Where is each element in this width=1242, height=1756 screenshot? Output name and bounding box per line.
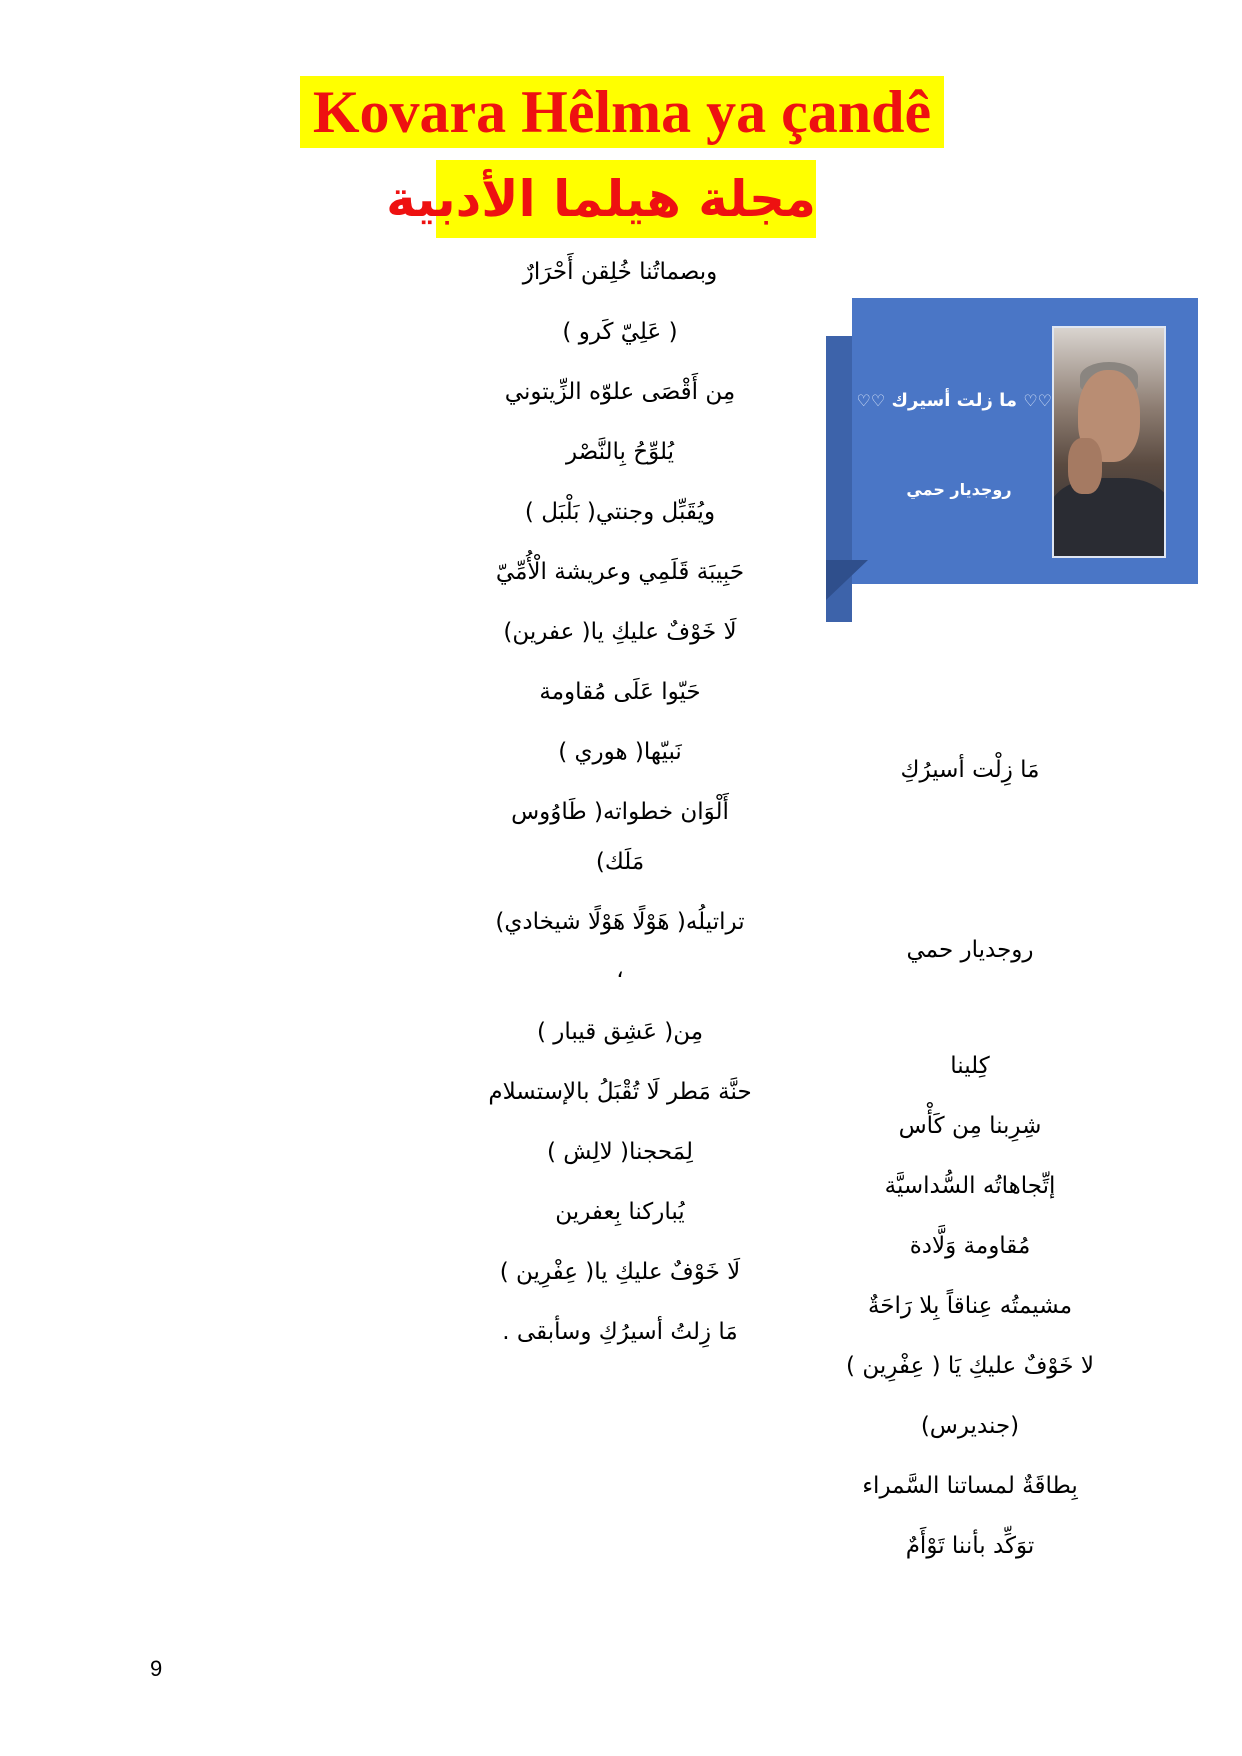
poem-line: مِن أَقْصَى علوّه الزِّيتوني (504, 379, 736, 405)
poem-line: (جنديرس) (920, 1413, 1020, 1439)
poem-line: نَبيّها( هوري ) (558, 739, 682, 765)
heart-icon: ♡♡ (1023, 391, 1052, 410)
magazine-title-latin: Kovara Hêlma ya çandê (300, 76, 944, 148)
poem-line: توَكِّد بأننا تَوْأَمٌ (905, 1533, 1035, 1559)
poem-line: مَا زِلتُ أسيرُكِ وسأبقى . (502, 1319, 738, 1345)
poem-line: كِلينا (950, 1053, 990, 1079)
poem-line: حَيّوا عَلَى مُقاومة (539, 679, 701, 705)
page-number: 9 (150, 1656, 163, 1681)
cover-author: روجديار حمي (906, 480, 1012, 499)
poem-line: مُقاومة وَلَّادة (909, 1233, 1031, 1259)
poem-line: مَلَك) (595, 849, 645, 875)
poem-line: ( عَلِيّ كَرو ) (562, 319, 678, 345)
poem-line: ، (616, 957, 624, 983)
poem-line: إتِّجاهاتُه السُّداسيَّة (884, 1173, 1056, 1199)
poem-author: روجديار حمي (906, 937, 1034, 963)
poem-line: حنَّة مَطر لَا تُقْبَلُ بالإستسلام (488, 1079, 752, 1105)
poem-line: ويُقَبِّل وجنتي( بَلْبَل ) (524, 499, 716, 525)
poem-line: تراتيلُه( هَوْلًا هَوْلًا شيخادي) (495, 909, 745, 935)
poem-line: لِمَحجنا( لالِش ) (547, 1139, 693, 1165)
poem-right-column (830, 0, 1110, 1756)
poem-left-column (460, 0, 780, 1756)
poem-line: حَبِيبَة قَلَمِي وعريشة الْأُمِّيّ (495, 559, 745, 585)
magazine-title-arabic: مجلة هيلما الأدبية (436, 160, 816, 238)
heart-icon: ♡♡ (856, 391, 886, 410)
cover-title-text: ما زلت أسيرك (891, 390, 1018, 411)
poem-line: شِرِبنا مِن كَأْس (898, 1113, 1042, 1139)
poem-line: يُباركنا بِعفرين (555, 1199, 685, 1225)
poem-line: لَا خَوْفٌ عليكِ يا( عِفْرِين ) (499, 1259, 741, 1285)
poem-line: وبصماتُنا خُلِقن أَحْرَارٌ (522, 259, 718, 285)
poem-line: بِطاقَةٌ لمساتنا السَّمراء (862, 1473, 1078, 1499)
poem-line: لَا خَوْفٌ عليكِ يا( عفرين) (503, 619, 737, 645)
poem-line: يُلوِّحُ بِالنَّصْر (565, 439, 675, 465)
poem-line: أَلْوَان خطواته( طَاوُوس (511, 799, 729, 825)
poem-line: مشيمتُه عِناقاً بِلا رَاحَةٌ (867, 1293, 1073, 1319)
poem-title: مَا زِلْت أسيرُكِ (900, 757, 1040, 783)
poem-line: مِن( عَشِق قيبار ) (536, 1019, 704, 1045)
poem-line: لا خَوْفٌ عليكِ يَا ( عِفْرِين ) (846, 1353, 1094, 1379)
